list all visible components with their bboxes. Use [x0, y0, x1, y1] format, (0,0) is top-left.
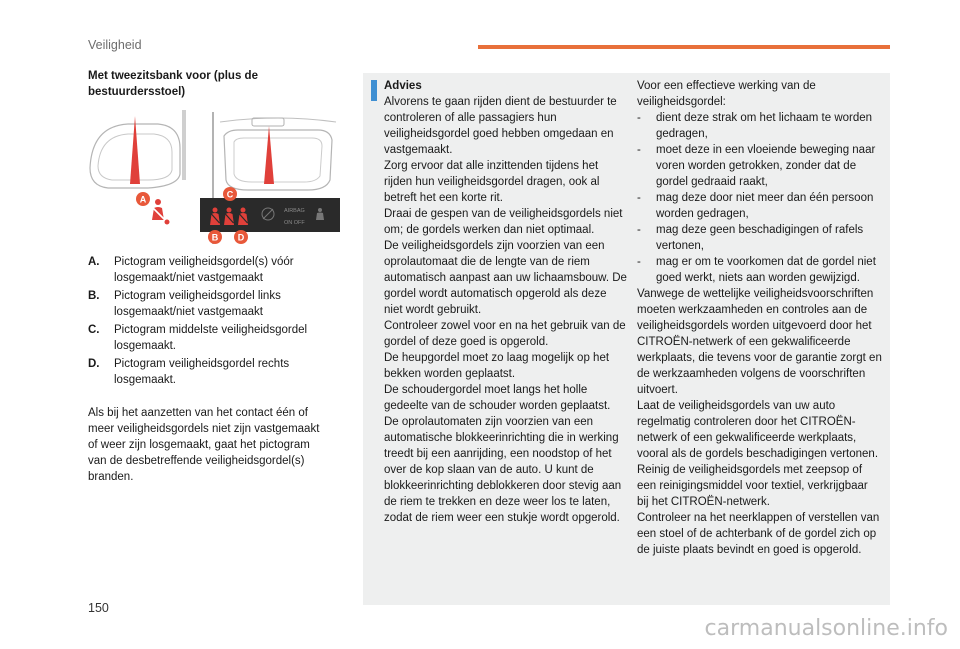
- legend-text: Pictogram veiligheidsgordel rechts losgemaakt.: [114, 358, 290, 386]
- effectiveness-intro: Voor een effectieve werking van de veiligheidsgordel:: [637, 80, 816, 108]
- advice-accent-bar: [371, 80, 377, 101]
- legend-key: A.: [88, 256, 100, 268]
- list-item: - moet deze in een vloeiende beweging naar voren worden getrokken, zonder dat de gordel gedraaid raakt,: [637, 142, 882, 190]
- legend-key: B.: [88, 290, 100, 302]
- list-item-text: mag deze geen beschadigingen of rafels vertonen,: [656, 224, 864, 252]
- header-accent-bar: [478, 45, 890, 49]
- figure-legend: [88, 254, 328, 390]
- watermark: carmanualsonline.info: [704, 616, 948, 641]
- legend-text: Pictogram veiligheidsgordel(s) vóór losgemaakt/niet vastgemaakt: [114, 256, 294, 284]
- list-item: - mag deze geen beschadigingen of rafels vertonen,: [637, 222, 882, 254]
- effectiveness-list: [637, 110, 882, 286]
- seatbelt-icon-driver: [152, 199, 170, 225]
- airbag-on-off-label: ON OFF: [284, 220, 305, 226]
- header-title: Veiligheid: [88, 38, 142, 52]
- dashboard-illustration: [88, 108, 340, 248]
- legend-text: Pictogram middelste veiligheidsgordel losgemaakt.: [114, 324, 308, 352]
- right-paragraph: Vanwege de wettelijke veiligheidsvoorschriften moeten werkzaamheden en controles aan de veiligheidsgordels worden uitgevoerd door het CITROËN-netwerk of een gekwalificeerde werkplaats, die tevens voor de garantie zorgt en de werkzaamheden volgens de voorschriften uitvoert.: [637, 288, 882, 396]
- section-heading: Met tweezitsbank voor (plus de bestuurdersstoel): [88, 70, 258, 98]
- legend-item: [88, 254, 328, 286]
- page-number: 150: [88, 601, 109, 615]
- callout-a-label: A: [139, 194, 147, 205]
- callout-c-label: C: [226, 189, 234, 200]
- advice-paragraph: Alvorens te gaan rijden dient de bestuurder te controleren of alle passagiers hun veiligheidsgordel goed hebben omgedaan en vastgemaakt.: [384, 96, 617, 156]
- effectiveness-column: [637, 78, 882, 558]
- list-item: - mag deze door niet meer dan één persoon worden gedragen,: [637, 190, 882, 222]
- advice-paragraph: Controleer zowel voor en na het gebruik van de gordel of deze goed is opgerold.: [384, 320, 626, 348]
- advice-paragraph: De heupgordel moet zo laag mogelijk op het bekken worden geplaatst.: [384, 352, 610, 380]
- legend-key: D.: [88, 358, 100, 370]
- list-item-text: mag er om te voorkomen dat de gordel niet goed werkt, niets aan worden gewijzigd.: [656, 256, 876, 284]
- ignition-paragraph: Als bij het aanzetten van het contact één of meer veiligheidsgordels niet zijn vastgemaakt of weer zijn losgemaakt, gaat het pictogram van de desbetreffende veiligheidsgordel(s) branden.: [88, 407, 320, 483]
- list-item: - mag er om te voorkomen dat de gordel niet goed werkt, niets aan worden gewijzigd.: [637, 254, 882, 286]
- pointer-arrow-right: [264, 126, 274, 184]
- advice-title: Advies: [384, 80, 422, 92]
- advice-paragraph: Zorg ervoor dat alle inzittenden tijdens het rijden hun veiligheidsgordel dragen, ook al betreft het een korte rit.: [384, 160, 600, 204]
- legend-item: [88, 356, 328, 388]
- legend-item: [88, 322, 328, 354]
- advice-column: [384, 78, 628, 526]
- list-item-text: dient deze strak om het lichaam te worden gedragen,: [656, 112, 873, 140]
- right-paragraph: Laat de veiligheidsgordels van uw auto regelmatig controleren door het CITROËN-netwerk of een gekwalificeerde werkplaats, vooral als de gordels beschadigingen vertonen.: [637, 400, 879, 460]
- legend-item: [88, 288, 328, 320]
- pointer-arrow-left: [130, 116, 140, 184]
- legend-text: Pictogram veiligheidsgordel links losgemaakt/niet vastgemaakt: [114, 290, 281, 318]
- seatbelt-warning-figure: [88, 108, 340, 248]
- advice-paragraph: De oprolautomaten zijn voorzien van een automatische blokkeerinrichting die in werking treedt bij een aanrijding, een noodstop of het over de kop slaan van de auto. U kunt de blokkeerinrichting deblokkeren door stevig aan de riem te trekken en deze weer los te laten, zodat de riem weer een stukje wordt opgerold.: [384, 416, 622, 524]
- callout-d-label: D: [237, 232, 245, 243]
- list-item-text: mag deze door niet meer dan één persoon worden gedragen,: [656, 192, 874, 220]
- advice-paragraph: De veiligheidsgordels zijn voorzien van een oprolautomaat die de lengte van de riem automatisch aanpast aan uw lichaamsbouw. De gordel wordt automatisch opgerold als deze niet wordt gebruikt.: [384, 240, 627, 316]
- advice-paragraph: De schoudergordel moet langs het holle gedeelte van de schouder worden geplaatst.: [384, 384, 611, 412]
- advice-paragraph: Draai de gespen van de veiligheidsgordels niet om; de gordels werken dan niet optimaal.: [384, 208, 623, 236]
- list-item-text: moet deze in een vloeiende beweging naar voren worden getrokken, zonder dat de gordel gedraaid raakt,: [656, 144, 876, 188]
- airbag-label: AIRBAG: [284, 208, 305, 214]
- callout-b-label: B: [211, 232, 219, 243]
- list-item: - dient deze strak om het lichaam te worden gedragen,: [637, 110, 882, 142]
- legend-key: C.: [88, 324, 100, 336]
- right-paragraph: Reinig de veiligheidsgordels met zeepsop of een reinigingsmiddel voor textiel, verkrijgbaar bij het CITROËN-netwerk.: [637, 464, 868, 508]
- right-paragraph: Controleer na het neerklappen of verstellen van een stoel of de achterbank of de gordel zich op de juiste plaats bevindt en goed is opgerold.: [637, 512, 880, 556]
